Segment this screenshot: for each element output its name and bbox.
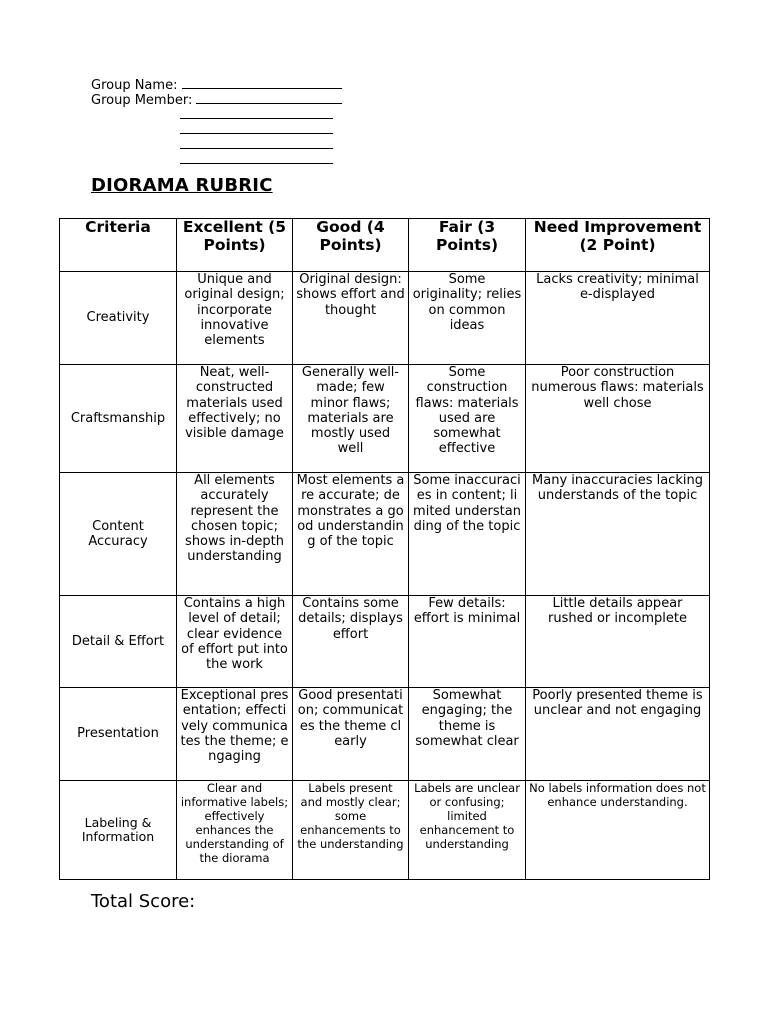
good-cell: Most elements are accurate; demonstrates a good understanding of the topic — [293, 473, 409, 596]
header-row — [60, 219, 710, 272]
criteria-cell: Craftsmanship — [60, 365, 177, 473]
good-cell: Generally well-made; few minor flaws; materials are mostly used well — [293, 365, 409, 473]
group-member-blank — [196, 92, 342, 104]
member-blank — [180, 122, 333, 134]
table-row — [60, 688, 710, 781]
excellent-cell: Exceptional presentation; effectively communicates the theme; engaging — [177, 688, 293, 781]
need-improvement-cell: Poor construction numerous flaws: materials well chose — [526, 365, 710, 473]
column-header-need-improvement: Need Improvement (2 Point) — [526, 219, 710, 272]
member-blank-line — [91, 107, 342, 122]
column-header-excellent: Excellent (5 Points) — [177, 219, 293, 272]
excellent-cell: Contains a high level of detail; clear evidence of effort put into the work — [177, 596, 293, 688]
member-blank — [180, 137, 333, 149]
good-cell: Labels present and mostly clear; some enhancements to the understanding — [293, 781, 409, 880]
group-name-label: Group Name: — [91, 78, 178, 93]
excellent-cell: Clear and informative labels; effectively enhances the understanding of the diorama — [177, 781, 293, 880]
column-header-fair: Fair (3 Points) — [409, 219, 526, 272]
table-row — [60, 473, 710, 596]
fair-cell: Somewhat engaging; the theme is somewhat clear — [409, 688, 526, 781]
table-row — [60, 781, 710, 880]
column-header-criteria: Criteria — [60, 219, 177, 272]
column-header-good: Good (4 Points) — [293, 219, 409, 272]
fair-cell: Some inaccuracies in content; limited understanding of the topic — [409, 473, 526, 596]
group-member-row — [91, 92, 342, 107]
excellent-cell: Unique and original design; incorporate innovative elements — [177, 272, 293, 365]
criteria-cell: Detail & Effort — [60, 596, 177, 688]
group-info — [91, 77, 342, 167]
member-blank — [180, 152, 333, 164]
table-row — [60, 365, 710, 473]
member-blank-line — [91, 152, 342, 167]
criteria-cell: Creativity — [60, 272, 177, 365]
rubric-table — [59, 218, 710, 880]
total-score-label: Total Score: — [91, 891, 196, 912]
page-title: DIORAMA RUBRIC — [91, 175, 273, 196]
need-improvement-cell: Lacks creativity; minimal e-displayed — [526, 272, 710, 365]
fair-cell: Few details: effort is minimal — [409, 596, 526, 688]
group-name-row — [91, 77, 342, 92]
group-member-label: Group Member: — [91, 93, 193, 108]
excellent-cell: Neat, well-constructed materials used effectively; no visible damage — [177, 365, 293, 473]
good-cell: Good presentation; communicates the theme clearly — [293, 688, 409, 781]
group-name-blank — [182, 77, 342, 89]
excellent-cell: All elements accurately represent the chosen topic; shows in-depth understanding — [177, 473, 293, 596]
member-blank — [180, 107, 333, 119]
good-cell: Original design: shows effort and thought — [293, 272, 409, 365]
criteria-cell: Presentation — [60, 688, 177, 781]
member-blank-line — [91, 122, 342, 137]
fair-cell: Labels are unclear or confusing; limited enhancement to understanding — [409, 781, 526, 880]
criteria-cell: Content Accuracy — [60, 473, 177, 596]
good-cell: Contains some details; displays effort — [293, 596, 409, 688]
member-blank-line — [91, 137, 342, 152]
need-improvement-cell: No labels information does not enhance understanding. — [526, 781, 710, 880]
need-improvement-cell: Little details appear rushed or incomplete — [526, 596, 710, 688]
table-row — [60, 596, 710, 688]
need-improvement-cell: Poorly presented theme is unclear and not engaging — [526, 688, 710, 781]
fair-cell: Some construction flaws: materials used are somewhat effective — [409, 365, 526, 473]
fair-cell: Some originality; relies on common ideas — [409, 272, 526, 365]
need-improvement-cell: Many inaccuracies lacking understands of the topic — [526, 473, 710, 596]
criteria-cell: Labeling & Information — [60, 781, 177, 880]
table-row — [60, 272, 710, 365]
